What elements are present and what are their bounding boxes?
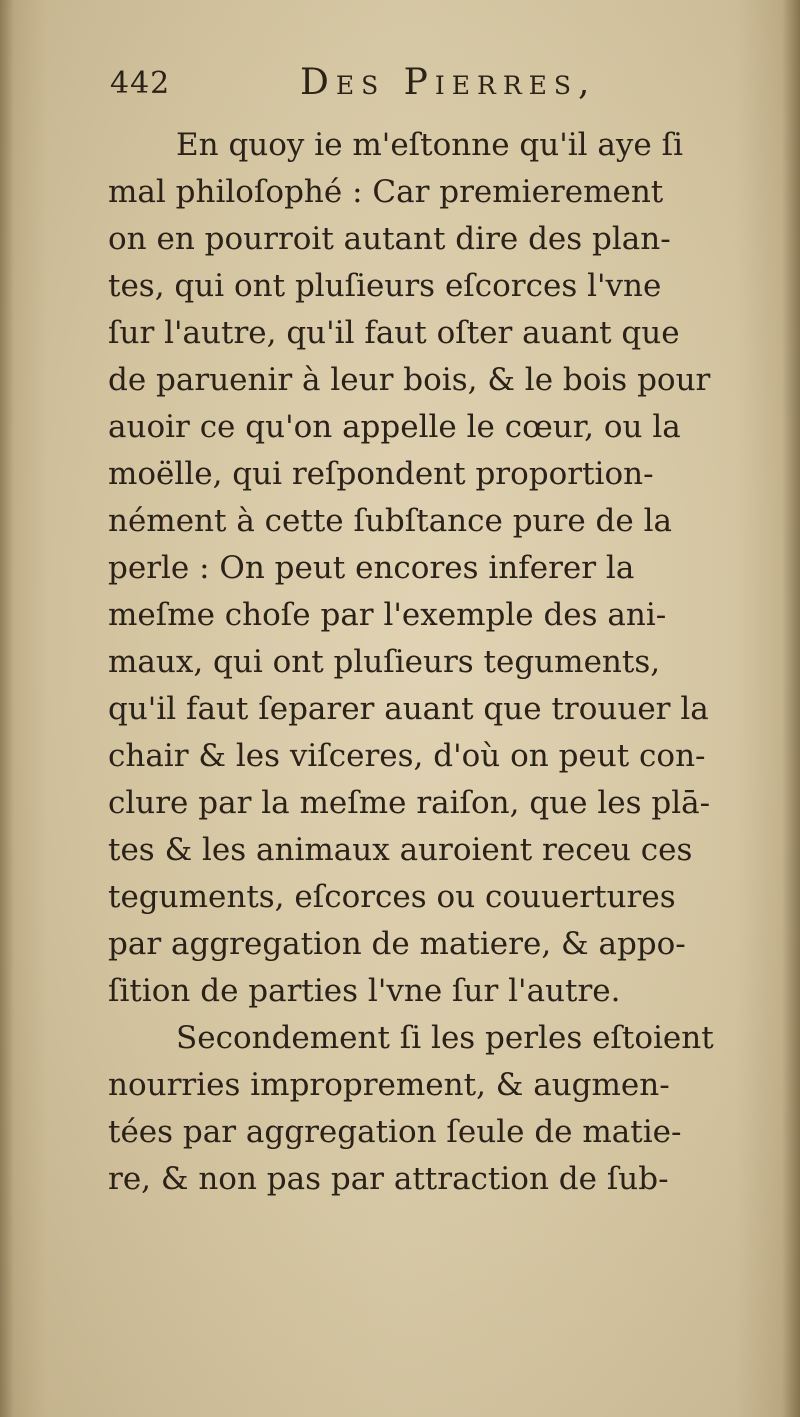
text-line: on en pourroit autant dire des plan- — [108, 221, 671, 257]
text-line: ſur l'autre, qu'il faut oſter auant que — [108, 315, 680, 351]
text-line: En quoy ie m'eſtonne qu'il aye ſi — [176, 127, 683, 163]
text-line: mal philoſophé : Car premierement — [108, 174, 664, 210]
text-line: auoir ce qu'on appelle le cœur, ou la — [108, 409, 681, 445]
text-line: teguments, eſcorces ou couuertures — [108, 879, 676, 915]
text-line: par aggregation de matiere, & appo- — [108, 926, 686, 962]
text-line: ſition de parties l'vne ſur l'autre. — [108, 973, 621, 1009]
text-line: perle : On peut encores inferer la — [108, 550, 635, 586]
text-line: qu'il faut ſeparer auant que trouuer la — [108, 691, 709, 727]
page-number: 442 — [110, 66, 171, 101]
text-line: maux, qui ont pluſieurs teguments, — [108, 644, 661, 680]
text-line: moëlle, qui reſpondent proportion- — [108, 456, 654, 492]
text-line: chair & les viſceres, d'où on peut con- — [108, 738, 706, 774]
text-line: nément à cette ſubſtance pure de la — [108, 503, 672, 539]
text-line: Secondement ſi les perles eſtoient — [176, 1020, 714, 1056]
page-header — [110, 62, 670, 112]
text-line: tes, qui ont pluſieurs eſcorces l'vne — [108, 268, 662, 304]
page-right-shadow — [782, 0, 800, 1417]
running-head: Des Pierres, — [300, 62, 597, 103]
text-line: re, & non pas par attraction de ſub- — [108, 1161, 669, 1197]
text-line: nourries improprement, & augmen- — [108, 1067, 670, 1103]
page-left-shadow — [0, 0, 14, 1417]
text-line: tes & les animaux auroient receu ces — [108, 832, 693, 868]
text-line: meſme choſe par l'exemple des ani- — [108, 597, 667, 633]
text-line: de paruenir à leur bois, & le bois pour — [108, 362, 711, 398]
text-line: tées par aggregation ſeule de matie- — [108, 1114, 682, 1150]
text-line: clure par la meſme raiſon, que les plā- — [108, 785, 711, 821]
body-text — [108, 122, 768, 1203]
